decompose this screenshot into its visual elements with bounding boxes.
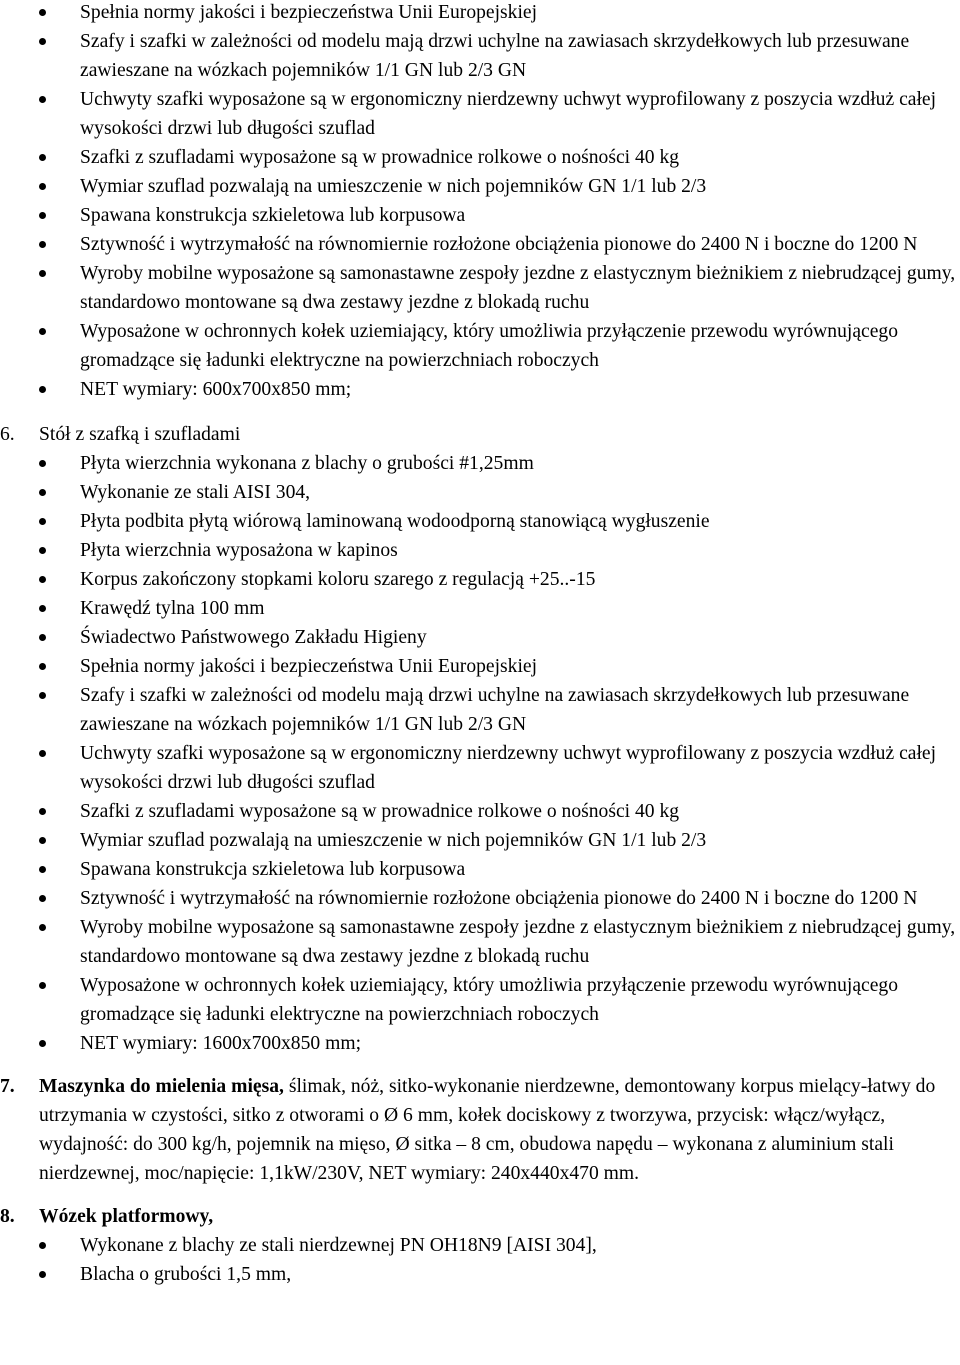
list-item: Szafy i szafki w zależności od modelu mają drzwi uchylne na zawiasach skrzydełkowych lub przesuwane zawieszane na wózkach pojemników 1/1 GN lub 2/3 GN — [0, 27, 960, 85]
list-item: Wymiar szuflad pozwalają na umieszczenie w nich pojemników GN 1/1 lub 2/3 — [0, 826, 960, 855]
section-8-heading — [0, 1202, 960, 1231]
list-item: NET wymiary: 600x700x850 mm; — [0, 375, 960, 404]
list-item: Sztywność i wytrzymałość na równomiernie rozłożone obciążenia pionowe do 2400 N i boczne do 1200 N — [0, 230, 960, 259]
list-item: Wyroby mobilne wyposażone są samonastawne zespoły jezdne z elastycznym bieżnikiem z niebrudzącej gumy, standardowo montowane są dwa zestawy jezdne z blokadą ruchu — [0, 913, 960, 971]
list-item: Uchwyty szafki wyposażone są w ergonomiczny nierdzewny uchwyt wyprofilowany z poszycia wzdłuż całej wysokości drzwi lub długości szuflad — [0, 85, 960, 143]
section-6-number: 6. — [0, 424, 15, 445]
list-item: Spełnia normy jakości i bezpieczeństwa Unii Europejskiej — [0, 0, 960, 27]
section-6-heading — [0, 420, 960, 449]
list-item: Płyta wierzchnia wyposażona w kapinos — [0, 536, 960, 565]
list-item: Świadectwo Państwowego Zakładu Higieny — [0, 623, 960, 652]
list-item: Płyta wierzchnia wykonana z blachy o grubości #1,25mm — [0, 449, 960, 478]
list-item: Wyposażone w ochronnych kołek uziemiający, który umożliwia przyłączenie przewodu wyrównującego gromadzące się ładunki elektryczne na powierzchniach roboczych — [0, 317, 960, 375]
list-item: Płyta podbita płytą wiórową laminowaną wodoodporną stanowiącą wygłuszenie — [0, 507, 960, 536]
section-7-paragraph — [0, 1072, 960, 1188]
section-6-list — [0, 449, 960, 1058]
list-item: Sztywność i wytrzymałość na równomiernie rozłożone obciążenia pionowe do 2400 N i boczne do 1200 N — [0, 884, 960, 913]
section-8-number: 8. — [0, 1206, 15, 1227]
list-item: Spawana konstrukcja szkieletowa lub korpusowa — [0, 855, 960, 884]
section-8-list — [0, 1231, 960, 1289]
list-item: Wykonane z blachy ze stali nierdzewnej PN OH18N9 [AISI 304], — [0, 1231, 960, 1260]
list-item: Spawana konstrukcja szkieletowa lub korpusowa — [0, 201, 960, 230]
section-7-number: 7. — [0, 1076, 15, 1097]
list-item: Szafy i szafki w zależności od modelu mają drzwi uchylne na zawiasach skrzydełkowych lub przesuwane zawieszane na wózkach pojemników 1/1 GN lub 2/3 GN — [0, 681, 960, 739]
list-item: Blacha o grubości 1,5 mm, — [0, 1260, 960, 1289]
list-item: Wyposażone w ochronnych kołek uziemiający, który umożliwia przyłączenie przewodu wyrównującego gromadzące się ładunki elektryczne na powierzchniach roboczych — [0, 971, 960, 1029]
section-6-title: Stół z szafką i szufladami — [39, 424, 241, 445]
list-item: Wymiar szuflad pozwalają na umieszczenie w nich pojemników GN 1/1 lub 2/3 — [0, 172, 960, 201]
section-8-title: Wózek platformowy, — [39, 1206, 214, 1227]
list-item: Wykonanie ze stali AISI 304, — [0, 478, 960, 507]
section-7-text: ślimak, nóż, sitko-wykonanie nierdzewne, demontowany korpus mielący-łatwy do utrzymania w czystości, sitko z otworami o Ø 6 mm, kołek dociskowy z tworzywa, przycisk: włącz/wyłącz, wydajność: do 300 kg/h, pojemnik na mięso, Ø sitka – 8 cm, obudowa napędu – wykonana z aluminium stali nierdzewnej, moc/napięcie: 1,1kW/230V, NET wymiary: 240x440x470 mm. — [39, 1076, 936, 1184]
list-item: Uchwyty szafki wyposażone są w ergonomiczny nierdzewny uchwyt wyprofilowany z poszycia wzdłuż całej wysokości drzwi lub długości szuflad — [0, 739, 960, 797]
list-item: Szafki z szufladami wyposażone są w prowadnice rolkowe o nośności 40 kg — [0, 143, 960, 172]
list-item: Wyroby mobilne wyposażone są samonastawne zespoły jezdne z elastycznym bieżnikiem z niebrudzącej gumy, standardowo montowane są dwa zestawy jezdne z blokadą ruchu — [0, 259, 960, 317]
list-item: Spełnia normy jakości i bezpieczeństwa Unii Europejskiej — [0, 652, 960, 681]
list-item: Krawędź tylna 100 mm — [0, 594, 960, 623]
list-item: Korpus zakończony stopkami koloru szarego z regulacją +25..-15 — [0, 565, 960, 594]
section-7-title: Maszynka do mielenia mięsa, — [39, 1076, 284, 1097]
list-item: Szafki z szufladami wyposażone są w prowadnice rolkowe o nośności 40 kg — [0, 797, 960, 826]
bullet-list-top — [0, 0, 960, 404]
list-item: NET wymiary: 1600x700x850 mm; — [0, 1029, 960, 1058]
